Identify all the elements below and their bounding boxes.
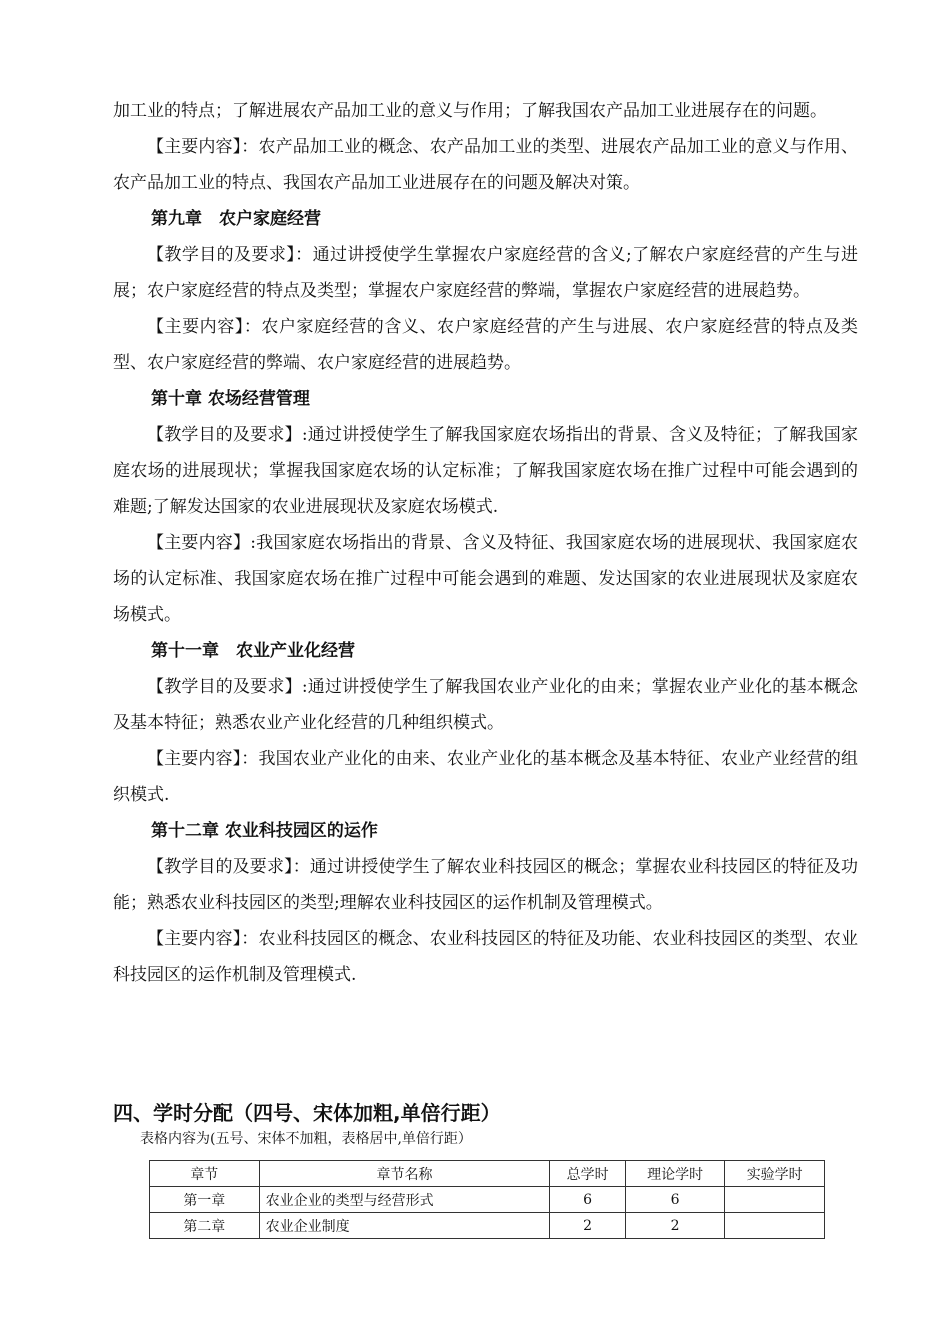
cell-total: 2 [550, 1213, 625, 1239]
cell-theory: 6 [625, 1187, 725, 1213]
col-lab-header: 实验学时 [725, 1161, 825, 1187]
col-theory-header: 理论学时 [625, 1161, 725, 1187]
paragraph: 【教学目的及要求】:通过讲授使学生了解我国家庭农场指出的背景、含义及特征；了解我国家庭农场的进展现状；掌握我国家庭农场的认定标准；了解我国家庭农场在推广过程中可能会遇到的难题;了解发达国家的农业进展现状及家庭农场模式. [113, 425, 858, 517]
cell-theory: 2 [625, 1213, 725, 1239]
paragraph: 加工业的特点；了解进展农产品加工业的意义与作用；了解我国农产品加工业进展存在的问题。 [113, 101, 827, 121]
table-row [150, 1213, 825, 1239]
cell-chapter: 第二章 [150, 1213, 260, 1239]
col-total-header: 总学时 [550, 1161, 625, 1187]
paragraph: 【主要内容】：农业科技园区的概念、农业科技园区的特征及功能、农业科技园区的类型、农业科技园区的运作机制及管理模式. [113, 929, 858, 985]
table-row [150, 1187, 825, 1213]
cell-lab [725, 1213, 825, 1239]
chapter-heading: 第十章 农场经营管理 [151, 389, 310, 409]
section-heading: 四、学时分配（四号、宋体加粗,单倍行距） [113, 1101, 501, 1125]
chapter-heading: 第九章 农户家庭经营 [151, 209, 321, 229]
paragraph: 【教学目的及要求】:通过讲授使学生了解我国农业产业化的由来；掌握农业产业化的基本概念及基本特征；熟悉农业产业化经营的几种组织模式。 [113, 677, 858, 733]
table-note: 表格内容为(五号、宋体不加粗，表格居中,单倍行距） [140, 1131, 472, 1147]
paragraph: 【教学目的及要求】：通过讲授使学生掌握农户家庭经营的含义;了解农户家庭经营的产生与进展；农户家庭经营的特点及类型；掌握农户家庭经营的弊端，掌握农户家庭经营的进展趋势。 [113, 245, 858, 301]
cell-chapter: 第一章 [150, 1187, 260, 1213]
hours-table [149, 1160, 825, 1239]
paragraph: 【主要内容】：农产品加工业的概念、农产品加工业的类型、进展农产品加工业的意义与作用、农产品加工业的特点、我国农产品加工业进展存在的问题及解决对策。 [113, 137, 858, 193]
paragraph: 【主要内容】：我国农业产业化的由来、农业产业化的基本概念及基本特征、农业产业经营的组织模式. [113, 749, 858, 805]
cell-name: 农业企业制度 [259, 1213, 550, 1239]
chapter-heading: 第十二章 农业科技园区的运作 [151, 821, 378, 841]
cell-lab [725, 1187, 825, 1213]
paragraph: 【教学目的及要求】：通过讲授使学生了解农业科技园区的概念；掌握农业科技园区的特征及功能；熟悉农业科技园区的类型;理解农业科技园区的运作机制及管理模式。 [113, 857, 858, 913]
body-text [113, 93, 858, 993]
chapter-heading: 第十一章 农业产业化经营 [151, 641, 355, 661]
table-header-row [150, 1161, 825, 1187]
cell-name: 农业企业的类型与经营形式 [259, 1187, 550, 1213]
col-name-header: 章节名称 [259, 1161, 550, 1187]
paragraph: 【主要内容】:我国家庭农场指出的背景、含义及特征、我国家庭农场的进展现状、我国家庭农场的认定标准、我国家庭农场在推广过程中可能会遇到的难题、发达国家的农业进展现状及家庭农场模式。 [113, 533, 858, 625]
paragraph: 【主要内容】：农户家庭经营的含义、农户家庭经营的产生与进展、农户家庭经营的特点及类型、农户家庭经营的弊端、农户家庭经营的进展趋势。 [113, 317, 858, 373]
cell-total: 6 [550, 1187, 625, 1213]
col-chapter-header: 章节 [150, 1161, 260, 1187]
